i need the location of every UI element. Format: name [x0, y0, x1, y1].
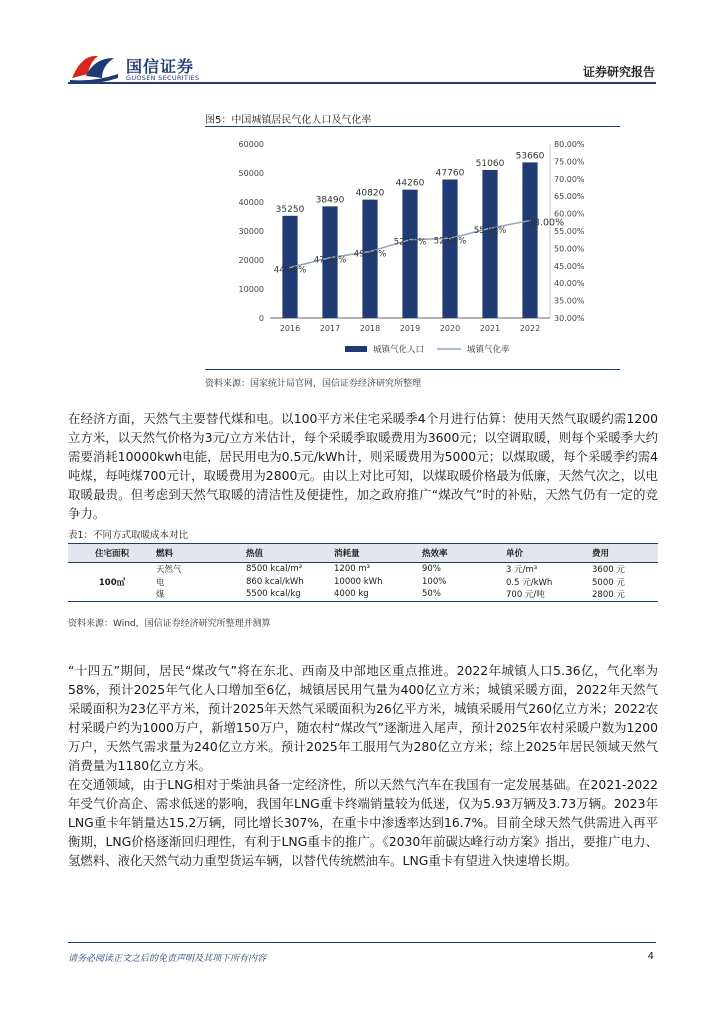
table-cell: 100% [422, 576, 447, 587]
table-title: 表1：不同方式取暖成本对比 [68, 530, 189, 541]
legend-line-label: 城镇气化率 [467, 345, 510, 355]
rate-value-label: 44.50% [273, 265, 307, 276]
table-cell: 700 元/吨 [502, 588, 588, 601]
header-cell: 住宅面积 [68, 544, 152, 563]
table-cell: 4000 kg [330, 588, 418, 601]
x-axis-tick-label: 2021 [479, 324, 501, 333]
right-axis-tick-label: 40.00% [554, 279, 585, 289]
bar [442, 179, 457, 318]
brand-logo-icon [68, 52, 120, 84]
right-axis-tick-label: 80.00% [554, 140, 585, 149]
table-header-row [68, 544, 658, 563]
figure-source: 资料来源：国家统计局官网，国信证券经济研究所整理 [205, 379, 422, 389]
table-cell: 2800 元 [588, 588, 658, 601]
figure-title: 图5：中国城镇居民气化人口及气化率 [205, 115, 372, 126]
header-cell: 燃料 [152, 544, 242, 563]
left-axis-tick-label: 20000 [238, 256, 264, 265]
table-source: 资料来源：Wind，国信证券经济研究所整理并测算 [68, 619, 271, 629]
header-divider [68, 82, 656, 84]
paragraph-14th-five-year-plan: “十四五”期间，居民“煤改气”将在东北、西南及中部地区重点推进。2022年城镇人口5.36亿，气化率为58%，预计2025年气化人口增加至6亿，城镇居民用气量为400亿立方米；城镇采暖方面，2022年天然气采暖面积为23亿平方米，预计2025年天然气采暖面积为26亿平方米，城镇采暖用气260亿立方米；2022农村采暖户约为1000万户，新增150万户，随农村“煤改气”逐渐进入尾声，预计2025年农村采暖户数为1200万户，天然气需求量为240亿立方米。预计2025年工服用气为280亿立方米；综上2025年居民领域天然气消费量为1180亿立方米。 [68, 663, 658, 773]
heating-cost-table [68, 543, 658, 602]
header-cell: 费用 [588, 544, 658, 563]
report-type-label: 证券研究报告 [582, 65, 655, 79]
table-cell: 1200 m³ [334, 564, 371, 575]
header-cell: 消耗量 [330, 544, 418, 563]
bar [482, 170, 497, 318]
table-row [68, 588, 658, 601]
table-cell: 天然气 [156, 565, 182, 576]
rate-value-label: 52.50% [393, 237, 427, 248]
header-cell: 热值 [242, 544, 330, 563]
table-cell: 10000 kWh [334, 576, 383, 587]
table-cell: 煤 [152, 588, 242, 601]
bar-value-label: 35250 [275, 204, 305, 215]
table-row [68, 576, 658, 589]
bar-value-label: 47760 [435, 168, 465, 179]
table-cell: 3 元/m³ [506, 565, 538, 576]
x-axis-tick-label: 2016 [279, 324, 301, 333]
table-cell: 5000 元 [592, 577, 625, 588]
header-cell: 单价 [502, 544, 588, 563]
footer-disclaimer: 请务必阅读正文之后的免责声明及其项下所有内容 [68, 954, 267, 964]
bar [522, 162, 537, 318]
rate-value-label: 47.34% [313, 255, 347, 266]
right-axis-tick-label: 60.00% [554, 209, 585, 219]
paragraph-economics: 在经济方面，天然气主要替代煤和电。以100平方米住宅采暖季4个月进行估算：使用天然气取暖约需1200立方米，以天然气价格为3元/立方米估计，每个采暖季取暖费用为3600元；以空调取暖，则每个采暖季大约需要消耗10000kwh电能，居民用电为0.5元/kWh计，则采暖费用为5000元；以煤取暖，每个采暖季约需4吨煤，每吨煤700元计，取暖费用为2800元。由以上对比可知，以煤取暖价格最为低廉，天然气次之，以电取暖最贵。但考虑到天然气取暖的清洁性及便捷性，加之政府推广“煤改气”时的补贴，天然气仍有一定的竞争力。 [68, 411, 658, 521]
table-cell: 860 kcal/kWh [246, 576, 304, 587]
right-axis-tick-label: 35.00% [554, 296, 585, 306]
table-cell: 3600 元 [592, 565, 625, 576]
gasification-chart [205, 128, 620, 368]
bar-value-label: 40820 [355, 188, 385, 199]
left-axis-tick-label: 30000 [238, 227, 264, 236]
left-axis-tick-label: 40000 [238, 198, 264, 207]
left-axis-tick-label: 50000 [238, 169, 264, 178]
right-axis-tick-label: 55.00% [554, 227, 585, 236]
rate-value-label: 49.10% [353, 249, 387, 260]
x-axis-tick-label: 2019 [399, 324, 421, 333]
right-axis-tick-label: 70.00% [554, 174, 585, 184]
table-cell: 90% [422, 564, 441, 575]
table-cell: 5500 kcal/kg [242, 588, 330, 601]
brand-name-cn: 国信证券 [126, 57, 195, 76]
legend-bar-swatch [345, 346, 367, 352]
legend-bar-label: 城镇气化人口 [373, 345, 425, 355]
area-cell: 100㎡ [68, 563, 152, 602]
rate-value-label: 55.80% [473, 226, 507, 237]
right-axis-tick-label: 45.00% [554, 261, 585, 271]
bar-value-label: 53660 [515, 151, 545, 162]
table-cell: 8500 kcal/m³ [246, 564, 303, 575]
figure-top-rule [205, 126, 620, 127]
x-axis-tick-label: 2018 [359, 324, 381, 333]
right-axis-tick-label: 50.00% [554, 244, 585, 254]
header-cell: 热效率 [418, 544, 502, 563]
table-cell: 50% [418, 588, 502, 601]
table-cell: 0.5 元/kWh [506, 577, 553, 588]
paragraph-transportation: 在交通领域，由于LNG相对于柴油具备一定经济性，所以天然气汽车在我国有一定发展基础。在2021-2022年受气价高企、需求低迷的影响，我国年LNG重卡终端销量较为低迷，仅为5.93万辆及3.73万辆。2023年LNG重卡年销量达15.2万辆，同比增长307%，在重卡中渗透率达到16.7%。目前全球天然气供需进入再平衡期，LNG价格逐渐回归理性，有利于LNG重卡的推广。《2030年前碳达峰行动方案》指出，要推广电力、氢燃料、液化天然气动力重型货运车辆，以替代传统燃油车。LNG重卡有望进入快速增长期。 [68, 777, 658, 868]
brand-name-en: GUOSEN SECURITIES [126, 74, 200, 82]
left-axis-tick-label: 10000 [238, 285, 264, 294]
bar-value-label: 51060 [475, 158, 505, 169]
page-number: 4 [647, 951, 654, 962]
rate-value-label: 58.00% [527, 217, 565, 229]
right-axis-tick-label: 65.00% [554, 192, 585, 202]
table-row [68, 563, 658, 576]
x-axis-tick-label: 2022 [519, 324, 541, 333]
footer-divider [68, 942, 656, 943]
figure-bottom-rule [205, 369, 620, 370]
bar [402, 190, 417, 318]
x-axis-tick-label: 2020 [439, 324, 461, 333]
left-axis-tick-label: 0 [258, 314, 264, 323]
right-axis-tick-label: 30.00% [554, 314, 585, 323]
rate-value-label: 52.90% [433, 236, 467, 247]
table-cell: 电 [156, 577, 165, 588]
x-axis-tick-label: 2017 [319, 324, 341, 333]
right-axis-tick-label: 75.00% [554, 157, 585, 167]
left-axis-tick-label: 60000 [238, 140, 264, 149]
bar-value-label: 38490 [315, 195, 345, 206]
bar-value-label: 44260 [395, 178, 425, 189]
